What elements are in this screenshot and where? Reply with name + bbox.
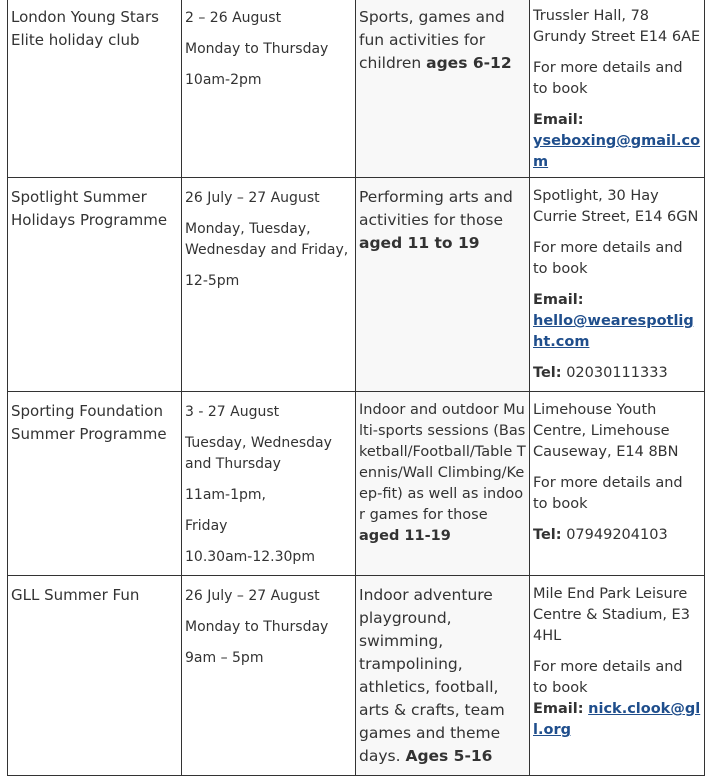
email-link[interactable]: hello@wearespotlight.com: [533, 313, 694, 350]
club-name: London Young Stars Elite holiday club: [11, 8, 159, 49]
tel-line: [533, 525, 701, 546]
time: 12-5pm: [185, 273, 240, 289]
table-row: [8, 0, 705, 178]
address: Mile End Park Leisure Centre & Stadium, E3 4HL: [533, 586, 690, 644]
more-details: For more details and to book: [533, 659, 683, 696]
email-label: Email:: [533, 292, 584, 308]
days: Tuesday, Wednesday and Thursday: [185, 435, 332, 472]
contact-cell: [530, 392, 705, 576]
activity-cell: [356, 178, 530, 392]
activity-description: Sports, games and fun activities for children ages 6-12: [359, 8, 512, 72]
email-link[interactable]: yseboxing@gmail.com: [533, 133, 701, 170]
table-row: [8, 392, 705, 576]
email-line: [533, 290, 701, 353]
club-name: GLL Summer Fun: [11, 586, 140, 604]
tel-line: [533, 363, 701, 384]
dates-cell: [182, 0, 356, 178]
tel-label: Tel:: [533, 527, 562, 543]
activity-description: Performing arts and activities for those aged 11 to 19: [359, 188, 513, 252]
email-label: Email:: [533, 701, 584, 717]
club-name: Spotlight Summer Holidays Programme: [11, 188, 168, 229]
email-label: Email:: [533, 112, 584, 128]
age-range: ages 6-12: [426, 54, 512, 72]
dates: 26 July – 27 August: [185, 588, 320, 604]
club-name-cell: [8, 178, 182, 392]
email-line: [533, 110, 701, 173]
dates: 3 - 27 August: [185, 404, 280, 420]
more-details: For more details and to book: [533, 60, 683, 97]
more-details: For more details and to book: [533, 475, 683, 512]
age-range: aged 11 to 19: [359, 234, 480, 252]
address: Spotlight, 30 Hay Currie Street, E14 6GN: [533, 188, 699, 225]
dates-cell: [182, 178, 356, 392]
time: 9am – 5pm: [185, 650, 264, 666]
activity-cell: [356, 576, 530, 776]
tel-number: 02030111333: [566, 365, 668, 381]
holiday-clubs-table: [7, 0, 705, 776]
time: 11am-1pm,: [185, 487, 266, 503]
dates-cell: [182, 576, 356, 776]
dates: 2 – 26 August: [185, 10, 282, 26]
tel-label: Tel:: [533, 365, 562, 381]
more-details: For more details and to book: [533, 240, 683, 277]
dates-cell: [182, 392, 356, 576]
club-name-cell: [8, 576, 182, 776]
club-name: Sporting Foundation Summer Programme: [11, 402, 167, 443]
table-row: [8, 576, 705, 776]
email-line: [533, 699, 701, 741]
table-row: [8, 178, 705, 392]
dates: 26 July – 27 August: [185, 190, 320, 206]
activity-cell: [356, 0, 530, 178]
email-link[interactable]: nick.clook@gll.org: [533, 701, 701, 738]
time: 10am-2pm: [185, 72, 262, 88]
activity-description: Indoor adventure playground, swimming, trampolining, athletics, football, arts & crafts, team games and theme days. Ages 5-16: [359, 586, 505, 765]
activity-description: Indoor and outdoor Multi-sports sessions (Basketball/Football/Table Tennis/Wall Climbing/Keep-fit) as well as indoor games for those aged 11-19: [359, 402, 526, 544]
address: Limehouse Youth Centre, Limehouse Causeway, E14 8BN: [533, 402, 679, 460]
club-name-cell: [8, 0, 182, 178]
activity-cell: [356, 392, 530, 576]
age-range: Ages 5-16: [405, 747, 493, 765]
contact-cell: [530, 0, 705, 178]
club-name-cell: [8, 392, 182, 576]
days-second: Friday: [185, 518, 228, 534]
contact-cell: [530, 178, 705, 392]
address: Trussler Hall, 78 Grundy Street E14 6AE: [533, 8, 701, 45]
days: Monday to Thursday: [185, 41, 329, 57]
time-second: 10.30am-12.30pm: [185, 549, 315, 565]
days: Monday to Thursday: [185, 619, 329, 635]
contact-cell: [530, 576, 705, 776]
age-range: aged 11-19: [359, 528, 451, 544]
days: Monday, Tuesday, Wednesday and Friday,: [185, 221, 349, 258]
tel-number: 07949204103: [566, 527, 668, 543]
